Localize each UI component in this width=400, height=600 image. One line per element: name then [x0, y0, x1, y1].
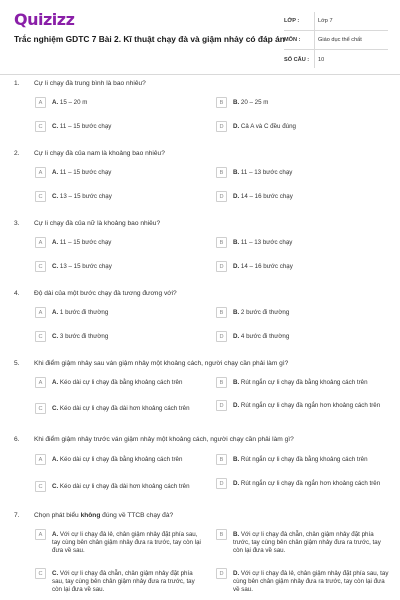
option-letter-box: C [35, 481, 46, 492]
option-text: A. 15 – 20 m [52, 98, 88, 106]
option-a[interactable] [35, 237, 205, 248]
meta-divider [314, 12, 315, 68]
option-text: A. Kéo dài cự li chạy đà bằng khoảng cách trên [52, 455, 183, 463]
question-number: 7. [14, 512, 20, 519]
meta-value: Giáo dục thể chất [318, 37, 362, 43]
meta-label: MÔN : [284, 37, 301, 43]
question-text: Cự li chạy đà của nữ là khoảng bao nhiêu? [34, 220, 161, 227]
option-b[interactable] [216, 454, 391, 465]
quiz-title: Trắc nghiệm GDTC 7 Bài 2. Kĩ thuật chạy đà và giậm nhảy có đáp án [14, 34, 285, 44]
option-letter-box: B [216, 237, 227, 248]
option-text: B. Rút ngắn cự li chạy đà bằng khoảng cách trên [233, 378, 368, 386]
option-c[interactable] [35, 481, 205, 492]
option-d[interactable] [216, 191, 391, 202]
option-b[interactable] [216, 529, 391, 555]
meta-value: 10 [318, 56, 325, 63]
question-number: 5. [14, 360, 20, 367]
option-letter-box: C [35, 331, 46, 342]
option-d[interactable] [216, 478, 391, 489]
meta-row-subject [284, 31, 388, 50]
option-c[interactable] [35, 403, 205, 414]
option-letter-box: B [216, 454, 227, 465]
option-text: D. Với cự li chạy đà lẻ, chân giậm nhảy đặt phía sau, tay cùng bên chân giậm nhảy đưa ra trước, tay còn lại đưa về sau. [233, 569, 389, 593]
option-a[interactable] [35, 167, 205, 178]
option-letter-box: C [35, 568, 46, 579]
meta-label: LỚP : [284, 18, 300, 24]
option-letter-box: A [35, 97, 46, 108]
option-text: C. 13 – 15 bước chạy [52, 192, 112, 200]
question-text: Cự li chạy đà của nam là khoảng bao nhiêu? [34, 150, 165, 157]
option-text: D. Cả A và C đều đúng [233, 122, 296, 130]
option-letter-box: D [216, 121, 227, 132]
option-text: A. 11 – 15 bước chạy [52, 238, 112, 246]
option-letter-box: A [35, 377, 46, 388]
meta-row-class [284, 12, 388, 31]
quizizz-logo: Quizizz [14, 10, 75, 29]
option-text: A. 11 – 15 bước chạy [52, 168, 112, 176]
option-text: D. Rút ngắn cự li chạy đà ngắn hơn khoảng cách trên [233, 479, 381, 487]
option-text: B. 11 – 13 bước chạy [233, 168, 293, 176]
option-letter-box: C [35, 191, 46, 202]
option-a[interactable] [35, 454, 205, 465]
option-text: A. Kéo dài cự li chạy đà bằng khoảng cách trên [52, 378, 183, 386]
option-letter-box: D [216, 261, 227, 272]
option-text: A. Với cự li chạy đà lẻ, chân giậm nhảy đặt phía sau, tay cùng bên chân giậm nhảy đưa ra trước, tay còn lại đưa về sau. [52, 530, 201, 554]
option-c[interactable] [35, 121, 205, 132]
option-b[interactable] [216, 97, 391, 108]
meta-row-count [284, 50, 388, 69]
meta-value: Lớp 7 [318, 18, 333, 24]
option-b[interactable] [216, 167, 391, 178]
option-letter-box: B [216, 377, 227, 388]
option-letter-box: D [216, 478, 227, 489]
option-d[interactable] [216, 121, 391, 132]
question-text: Cự li chạy đà trung bình là bao nhiêu? [34, 80, 146, 87]
question-text: Khi điểm giậm nhảy trước ván giậm nhảy một khoảng cách, người chạy cần phải làm gì? [34, 436, 294, 443]
option-text: C. 13 – 15 bước chạy [52, 262, 112, 270]
option-text: B. Rút ngắn cự li chạy đà bằng khoảng cách trên [233, 455, 368, 463]
option-letter-box: C [35, 121, 46, 132]
question-text: Chọn phát biểu không đúng về TTCB chạy đà? [34, 512, 174, 519]
question-number: 1. [14, 80, 20, 87]
option-letter-box: A [35, 454, 46, 465]
option-text: C. Với cự li chạy đà chẵn, chân giậm nhảy đặt phía sau, tay cùng bên chân giậm nhảy đưa ra trước, tay còn lại đưa về sau. [52, 569, 195, 593]
option-text: C. 3 bước đi thường [52, 332, 109, 340]
option-c[interactable] [35, 568, 205, 594]
option-text: B. 20 – 25 m [233, 98, 269, 106]
option-text: C. 11 – 15 bước chạy [52, 122, 112, 130]
option-b[interactable] [216, 377, 391, 388]
option-a[interactable] [35, 529, 205, 555]
meta-label: SỐ CÂU : [284, 56, 310, 63]
option-c[interactable] [35, 191, 205, 202]
option-d[interactable] [216, 400, 391, 411]
option-text: D. 14 – 16 bước chạy [233, 192, 293, 200]
quiz-meta [284, 12, 388, 69]
option-a[interactable] [35, 377, 205, 388]
question-text: Khi điểm giậm nhảy sau ván giậm nhảy một khoảng cách, người chạy cần phải làm gì? [34, 360, 289, 367]
question-number: 2. [14, 150, 20, 157]
option-letter-box: A [35, 529, 46, 540]
option-a[interactable] [35, 97, 205, 108]
option-letter-box: B [216, 529, 227, 540]
option-text: D. 14 – 16 bước chạy [233, 262, 293, 270]
option-d[interactable] [216, 331, 391, 342]
question-number: 6. [14, 436, 20, 443]
option-letter-box: A [35, 167, 46, 178]
option-letter-box: D [216, 331, 227, 342]
option-c[interactable] [35, 261, 205, 272]
option-letter-box: B [216, 167, 227, 178]
question-text: Độ dài của một bước chạy đà tương đương với? [34, 290, 177, 297]
option-letter-box: B [216, 97, 227, 108]
option-text: C. Kéo dài cự li chạy đà dài hơn khoảng cách trên [52, 482, 190, 490]
option-b[interactable] [216, 307, 391, 318]
option-letter-box: C [35, 261, 46, 272]
header-divider [0, 74, 400, 75]
option-text: D. Rút ngắn cự li chạy đà ngắn hơn khoảng cách trên [233, 401, 381, 409]
option-letter-box: C [35, 403, 46, 414]
option-text: B. 11 – 13 bước chạy [233, 238, 293, 246]
option-text: C. Kéo dài cự li chạy đà dài hơn khoảng cách trên [52, 404, 190, 412]
question-number: 3. [14, 220, 20, 227]
option-d[interactable] [216, 261, 391, 272]
option-a[interactable] [35, 307, 205, 318]
option-text: D. 4 bước đi thường [233, 332, 290, 340]
option-letter-box: A [35, 307, 46, 318]
option-letter-box: D [216, 568, 227, 579]
option-text: B. Với cự li chạy đà chẵn, chân giậm nhảy đặt phía trước, tay cùng bên chân giậm nhảy đưa ra trước, tay còn lại đưa về sau. [233, 530, 381, 554]
option-text: B. 2 bước đi thường [233, 308, 290, 316]
question-number: 4. [14, 290, 20, 297]
option-text: A. 1 bước đi thường [52, 308, 109, 316]
option-letter-box: D [216, 400, 227, 411]
option-letter-box: D [216, 191, 227, 202]
quiz-header [0, 0, 400, 76]
option-d[interactable] [216, 568, 391, 594]
option-letter-box: B [216, 307, 227, 318]
option-letter-box: A [35, 237, 46, 248]
option-b[interactable] [216, 237, 391, 248]
option-c[interactable] [35, 331, 205, 342]
